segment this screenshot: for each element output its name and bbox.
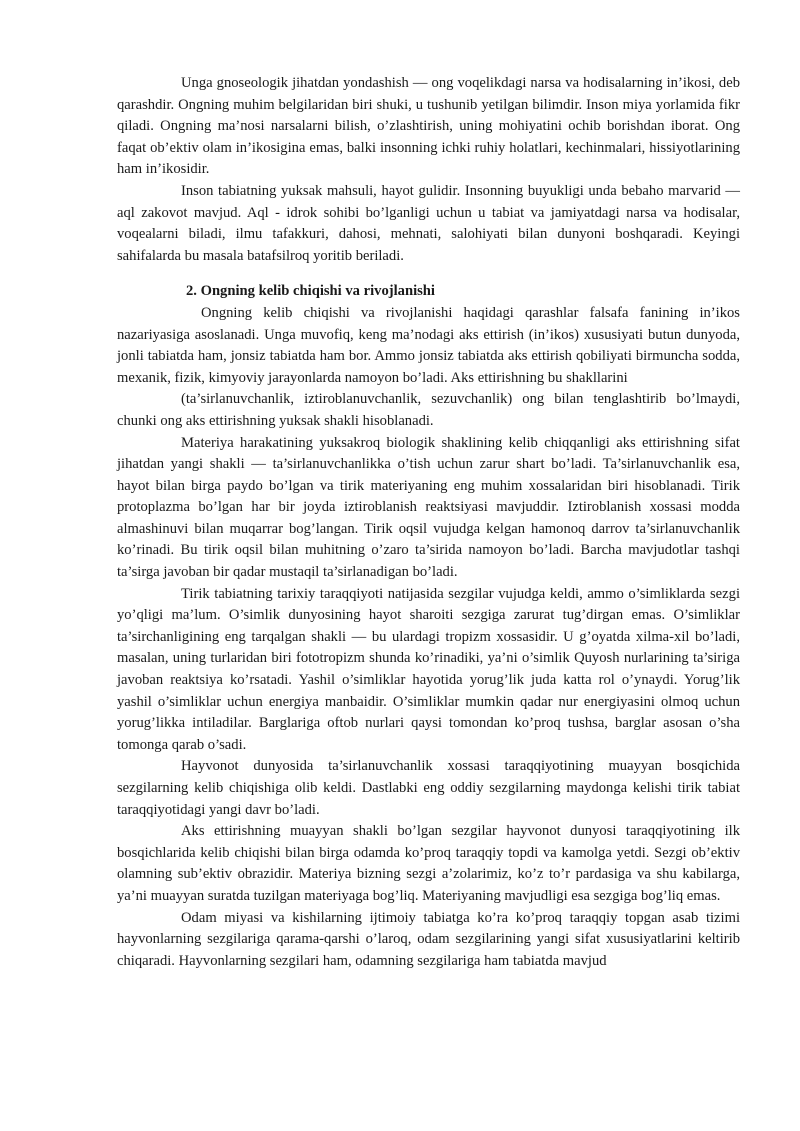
paragraph-body-2: Tirik tabiatning tarixiy taraqqiyoti natijasida sezgilar vujudga keldi, ammo o’simliklarda sezgi yo’qligi ma’lum. O’simlik dunyosining hayot sharoiti sezgiga zarurat tug’dirgan emas. O’simliklar ta’sirchanligining eng tarqalgan shakli — bu ulardagi tropizm xossasidir. U g’oyatda xilma-xil bo’ladi, masalan, uning turlaridan biri fototropizm shunda ko’rinadiki, ya’ni o’simlik Quyosh nurlarining ta’siriga javoban reaktsiya ko’rsatadi. Yashil o’simliklar hayotida yorug’lik juda katta rol o’ynaydi. Yorug’lik yashil o’simliklar uchun energiya manbaidir. O’simliklar mumkin qadar nur energiyasini olmoq uchun yorug’likka intiladilar. Barglariga oftob nurlari qaysi tomondan ko’proq tushsa, barglar asosan o’sha tomonga qarab o’sadi.	[117, 585, 740, 753]
paragraph-section-continuation: (ta’sirlanuvchanlik, iztiroblanuvchanlik, sezuvchanlik) ong bilan tenglashtirib bo’lmaydi, chunki ong aks ettirishning yuksak shakli hisoblanadi.	[117, 391, 740, 429]
document-page	[117, 73, 740, 972]
section-heading: 2. Ongning kelib chiqishi va rivojlanishi	[186, 283, 435, 300]
paragraph-intro-2: Inson tabiatning yuksak mahsuli, hayot gulidir. Insonning buyukligi unda bebaho marvarid — aql zakovot mavjud. Aql - idrok sohibi bo’lganligi uchun u tabiat va jamiyatdagi narsa va hodisalar, voqealarni biladi, ilmu tafakkuri, dahosi, mehnati, salohiyati bilan dunyoni boshqaradi. Keyingi sahifalarda bu masala batafsilroq yoritib beriladi.	[117, 182, 740, 264]
paragraph-body-1: Materiya harakatining yuksakroq biologik shaklining kelib chiqqanligi aks ettirishning sifat jihatdan yangi shakli — ta’sirlanuvchanlikka o’tish uchun zarur shart bo’ladi. Ta’sirlanuvchanlik esa, hayot bilan birga paydo bo’lgan va tirik materiyaning eng muhim xossalaridan biri hisoblanadi. Tirik protoplazma bo’lgan har bir joyda iztiroblanish reaktsiyasi mavjuddir. Iztiroblanish xossasi modda almashinuvi bilan muqarrar bog’langan. Tirik oqsil vujudga kelgan hamonoq darrov ta’sirlanuvchanlik ko’rinadi. Bu tirik oqsil bilan muhitning o’zaro ta’sirida namoyon bo’ladi. Barcha mavjudotlar tashqi ta’sirga javoban bir qadar mustaqil ta’sirlanadigan bo’ladi.	[117, 434, 740, 581]
paragraph-body-5: Odam miyasi va kishilarning ijtimoiy tabiatga ko’ra ko’proq taraqqiy topgan asab tizimi hayvonlarning sezgilariga qarama-qarshi o’laroq, odam sezgilarining yangi sifat xususiyatlarini keltirib chiqaradi. Hayvonlarning sezgilari ham, odamning sezgilariga ham tabiatda mavjud	[117, 909, 740, 969]
paragraph-body-3: Hayvonot dunyosida ta’sirlanuvchanlik xossasi taraqqiyotining muayyan bosqichida sezgilarning kelib chiqishiga olib keldi. Dastlabki eng oddiy sezgilarning maydonga kelishi tirik tabiat taraqqiyotidagi yangi davr bo’ladi.	[117, 758, 740, 818]
paragraph-intro-1: Unga gnoseologik jihatdan yondashish — ong voqelikdagi narsa va hodisalarning in’ikosi, deb qarashdir. Ongning muhim belgilaridan biri shuki, u tushunib yetilgan bilimdir. Inson miya yorlamida fikr qiladi. Ongning ma’nosi narsalarni bilish, o’zlashtirish, uning mohiyatini ochib borishdan iborat. Ong faqat ob’ektiv olam in’ikosigina emas, balki insonning ichki ruhiy holatlari, kechinmalari, hissiyotlarining ham in’ikosidir.	[117, 75, 740, 178]
paragraph-section-first: Ongning kelib chiqishi va rivojlanishi haqidagi qarashlar falsafa fanining in’ikos nazariyasiga asoslanadi. Unga muvofiq, keng ma’nodagi aks ettirish (in’ikos) xususiyati butun dunyoda, jonli tabiatda ham, jonsiz tabiatda ham bor. Ammo jonsiz tabiatda aks ettirish qobiliyati birmuncha sodda, mexanik, fizik, kimyoviy jarayonlarda namoyon bo’ladi. Aks ettirishning bu shakllarini	[117, 304, 740, 386]
paragraph-body-4: Aks ettirishning muayyan shakli bo’lgan sezgilar hayvonot dunyosi taraqqiyotining ilk bosqichlarida kelib chiqishi bilan birga odamda ko’proq taraqqiy topdi va kamolga yetdi. Sezgi ob’ektiv olamning sub’ektiv obrazidir. Materiya bizning sezgi a’zolarimiz, ko’z to’r pardasiga va shu kabilarga, ya’ni muayyan suratda tuzilgan materiyaga bog’liq. Materiyaning mavjudligi esa sezgiga bog’liq emas.	[117, 823, 740, 904]
